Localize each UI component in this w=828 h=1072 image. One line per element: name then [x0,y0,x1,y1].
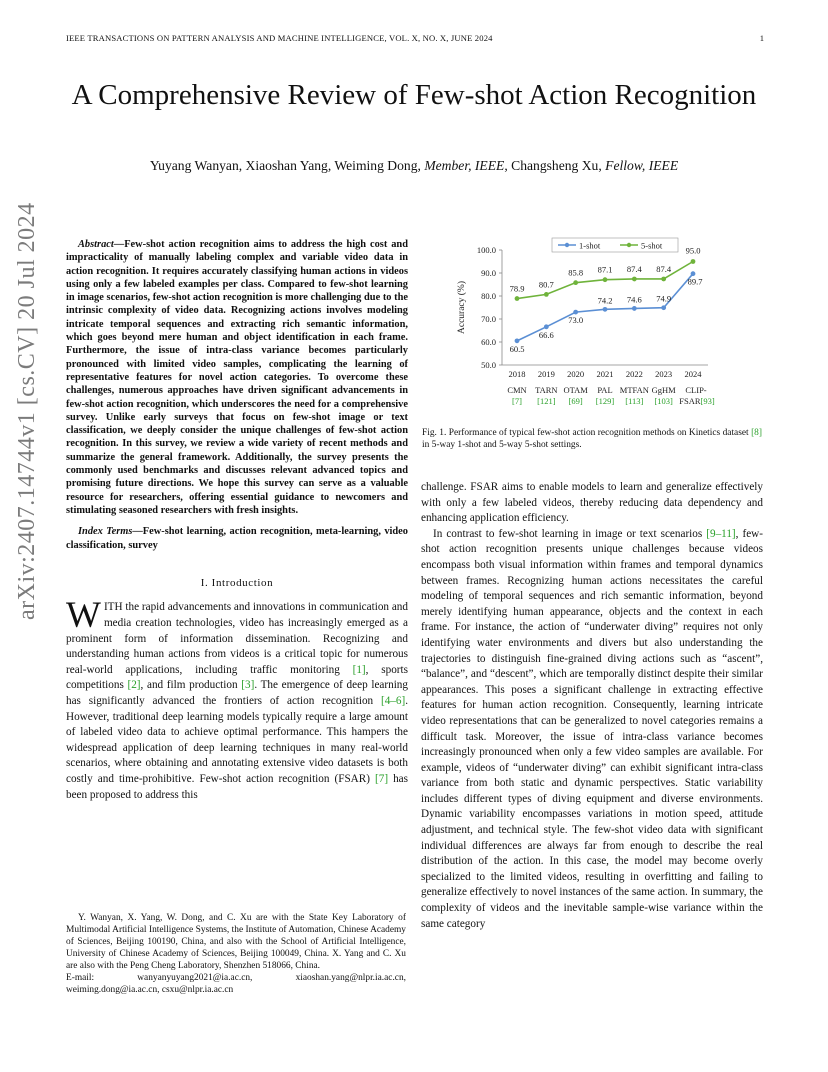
x-tick-label: 2024 [684,369,702,379]
method-label: PAL [597,385,613,395]
data-label: 66.6 [538,329,554,340]
y-tick-label: 100.0 [476,245,496,255]
abstract-text: —Few-shot action recognition aims to address the high cost and impracticality of manually labeling complex and variable video data in action recognition. It requires accurately classifying human actions in videos using only a few labeled examples per class. Compared to few-shot learning in image scenarios, few-shot action recognition is more challenging due to the intrinsic complexity of video data. Recognizing actions involves modeling intricate temporal sequences and extracting rich semantic information, which goes beyond mere human and object identification in each frame. Furthermore, the issue of intra-class variance becomes particularly pronounced with limited video samples, complicating the learning of representative features for novel action categories. To overcome these challenges, numerous approaches have driven significant advancements in few-shot action recognition, which underscores the need for a comprehensive survey. Unlike early surveys that focus on few-shot image or text classification, we deeply consider the unique challenges of few-shot action recognition. In this survey, we review a wide variety of recent methods and summarize the general framework. Additionally, the survey presents the commonly used benchmarks and discusses relevant advanced topics and promising future directions. We hope this survey can serve as a valuable resource for researchers, offering essential guidance to newcomers and stimulating seasoned researchers with fresh insights. [66,239,408,516]
method-citation: [113] [625,396,644,406]
method-label: GgHM [651,385,676,395]
y-tick-label: 50.0 [481,360,496,370]
data-label: 74.2 [597,295,613,306]
intro-text-d: . The emergence of deep learning has significantly advanced the frontiers of action recognition [66,679,408,707]
x-tick-label: 2019 [537,369,555,379]
data-label: 87.4 [656,263,672,274]
caption-text-a: Fig. 1. Performance of typical few-shot action recognition methods on Kinetics dataset [422,428,752,438]
method-citation: [69] [568,396,583,406]
figure-caption [422,427,762,451]
data-point [544,292,549,297]
citation[interactable]: [2] [127,679,141,692]
legend-label: 1-shot [579,240,601,251]
intro-text-f: has been proposed to address this [66,772,408,801]
right-paragraph-2 [421,527,763,932]
right-text-a: In contrast to few-shot learning in image or text scenarios [433,527,707,540]
method-label: OTAM [563,385,588,395]
data-point [573,280,578,285]
abstract [66,238,408,517]
citation[interactable]: [7] [375,772,389,785]
method-citation: [103] [654,396,673,406]
authors-member: Member, IEEE [424,158,505,173]
method-label-line1: CLIP- [685,385,707,395]
authors-fellow: Fellow, IEEE [605,158,679,173]
data-label: 89.7 [687,276,703,287]
method-label: CMN [507,385,527,395]
citation[interactable]: [9–11] [706,527,736,540]
method-citation: [129] [595,396,615,406]
index-terms-label: Index Terms [78,526,133,538]
data-point [661,305,666,310]
intro-paragraph [66,595,408,803]
left-column [66,238,408,803]
data-point [632,277,637,282]
y-axis-label: Accuracy (%) [457,280,467,335]
y-tick-label: 90.0 [481,268,496,278]
paper-title: A Comprehensive Review of Few-shot Action Recognition [71,79,757,111]
data-label: 95.0 [685,245,701,256]
intro-text-e: . However, traditional deep learning models typically require a large amount of labeled video data to achieve optimal performance. This hampers the widespread application of deep learning techniques in many real-world scenarios, where obtaining and annotating extensive video datasets is both costly and time-prohibitive. Few-shot action recognition (FSAR) [66,694,408,785]
data-point [573,310,578,315]
data-label: 78.9 [509,283,525,294]
citation[interactable]: [8] [751,428,762,438]
y-tick-label: 80.0 [481,291,496,301]
method-label-line2: FSAR[93] [679,396,715,406]
x-tick-label: 2018 [508,369,526,379]
data-point [661,277,666,282]
arxiv-stamp: arXiv:2407.14744v1 [cs.CV] 20 Jul 2024 [14,202,40,620]
method-citation: [121] [537,396,556,406]
section-heading: I. Introduction [200,576,274,589]
data-point [515,338,520,343]
data-point [691,271,696,276]
data-label: 87.1 [597,264,613,275]
citation[interactable]: [4–6] [380,694,406,707]
y-tick-label: 70.0 [481,314,496,324]
x-tick-label: 2022 [625,369,643,379]
dropcap: W [66,595,101,637]
method-label: MTFAN [619,385,649,395]
abstract-label: Abstract [78,239,114,250]
right-paragraph-1: challenge. FSAR aims to enable models to learn and generalize effectively with only a few labeled videos, thereby reducing data dependency and enhancing application efficiency. [421,481,763,525]
data-point [632,306,637,311]
data-label: 85.8 [568,267,584,278]
accuracy-line-chart [440,236,770,414]
page-number: 1 [759,33,764,43]
right-text-b: , few-shot action recognition presents unique challenges because videos encompass both visual information within frames and temporal dynamics between frames. Recognizing human actions necessitates the careful modeling of temporal sequences and rich semantic information, beyond merely identifying human appearance, objects and the context in each frame. For instance, the action of “underwater diving” requires not only identifying water environments and divers but also understanding the trajectories to distinguish fine-grained diving actions such as “ascent”, “balance”, and “descent”, which are temporally distinct despite their similar appearances. This poses a significant challenge in extracting effective features for human action recognition. Consequently, learning intricate video representations that can be generalized to novel categories remains a difficult task. Moreover, the issue of intra-class variance becomes increasingly pronounced when only a few video samples are available. For example, videos of “underwater diving” can exhibit significant intra-class variance from both static and dynamic perspectives. Static variability includes different types of diving equipment and diverse environments. Dynamic variability encompasses variations in motion speed, attitude adjustment, and technical style. The few-shot video data with significant individual differences are always far from enough to describe the real distribution of the action. In this case, the model may become overly specialized to the limited videos, resulting in overfitting and failing to generalize effectively to novel instances of the same action. In summary, the complexity of videos and the inevitable sample-wise variance within the same category [421,527,763,930]
data-point [515,296,520,301]
citation[interactable]: [1] [352,663,366,676]
author-list [60,158,768,174]
caption-text-b: in 5-way 1-shot and 5-way 5-shot settings. [422,440,582,450]
footnote-affiliation: Y. Wanyan, X. Yang, W. Dong, and C. Xu are with the State Key Laboratory of Multimodal Artificial Intelligence Systems, the Institute of Automation, Chinese Academy of Sciences, Beijing 100190, China, and also with the School of Artificial Intelligence, University of Chinese Academy of Sciences, Beijing 100049, China. X. Yang and C. Xu are also with the Peng Cheng Laboratory, Shenzhen 518066, China. [66,913,406,971]
method-citation: [7] [512,396,522,406]
data-label: 74.9 [656,293,672,304]
data-point [544,324,549,329]
x-tick-label: 2023 [655,369,673,379]
index-terms-text: —Few-shot learning, action recognition, meta-learning, video classification, survey [66,526,408,551]
x-tick-label: 2020 [567,369,585,379]
data-point [691,259,696,264]
right-column [421,480,763,932]
footnote [66,912,406,996]
intro-text-c: , and film production [140,679,242,692]
method-citation[interactable]: [93] [700,396,715,406]
intro-text-a: ITH the rapid advancements and innovations in communication and media creation technologies, video has increasingly emerged as a prominent form of information dissemination. Recognizing and understanding human actions from videos is a critical topic for numerous real-world applications, including traffic monitoring [66,601,408,676]
data-label: 60.5 [509,343,525,354]
method-label: TARN [535,385,558,395]
data-point [603,277,608,282]
authors-part2: , Changsheng Xu, [504,158,606,173]
legend-label: 5-shot [641,240,663,251]
legend-marker [627,243,631,247]
y-tick-label: 60.0 [481,337,496,347]
legend-marker [565,243,569,247]
x-tick-label: 2021 [596,369,614,379]
data-label: 80.7 [538,279,554,290]
authors-part1: Yuyang Wanyan, Xiaoshan Yang, Weiming Dong, [149,158,425,173]
data-label: 73.0 [568,315,584,326]
running-head: IEEE TRANSACTIONS ON PATTERN ANALYSIS AND MACHINE INTELLIGENCE, VOL. X, NO. X, JUNE 2024 [66,33,493,43]
footnote-email: E-mail: wanyanyuyang2021@ia.ac.cn, xiaoshan.yang@nlpr.ia.ac.cn, weiming.dong@ia.ac.cn, csxu@nlpr.ia.ac.cn [66,973,406,995]
citation[interactable]: [3] [241,679,255,692]
data-point [603,307,608,312]
index-terms [66,525,408,552]
data-label: 87.4 [626,263,642,274]
data-label: 74.6 [626,294,642,305]
intro-text-b: , sports competitions [66,663,408,692]
